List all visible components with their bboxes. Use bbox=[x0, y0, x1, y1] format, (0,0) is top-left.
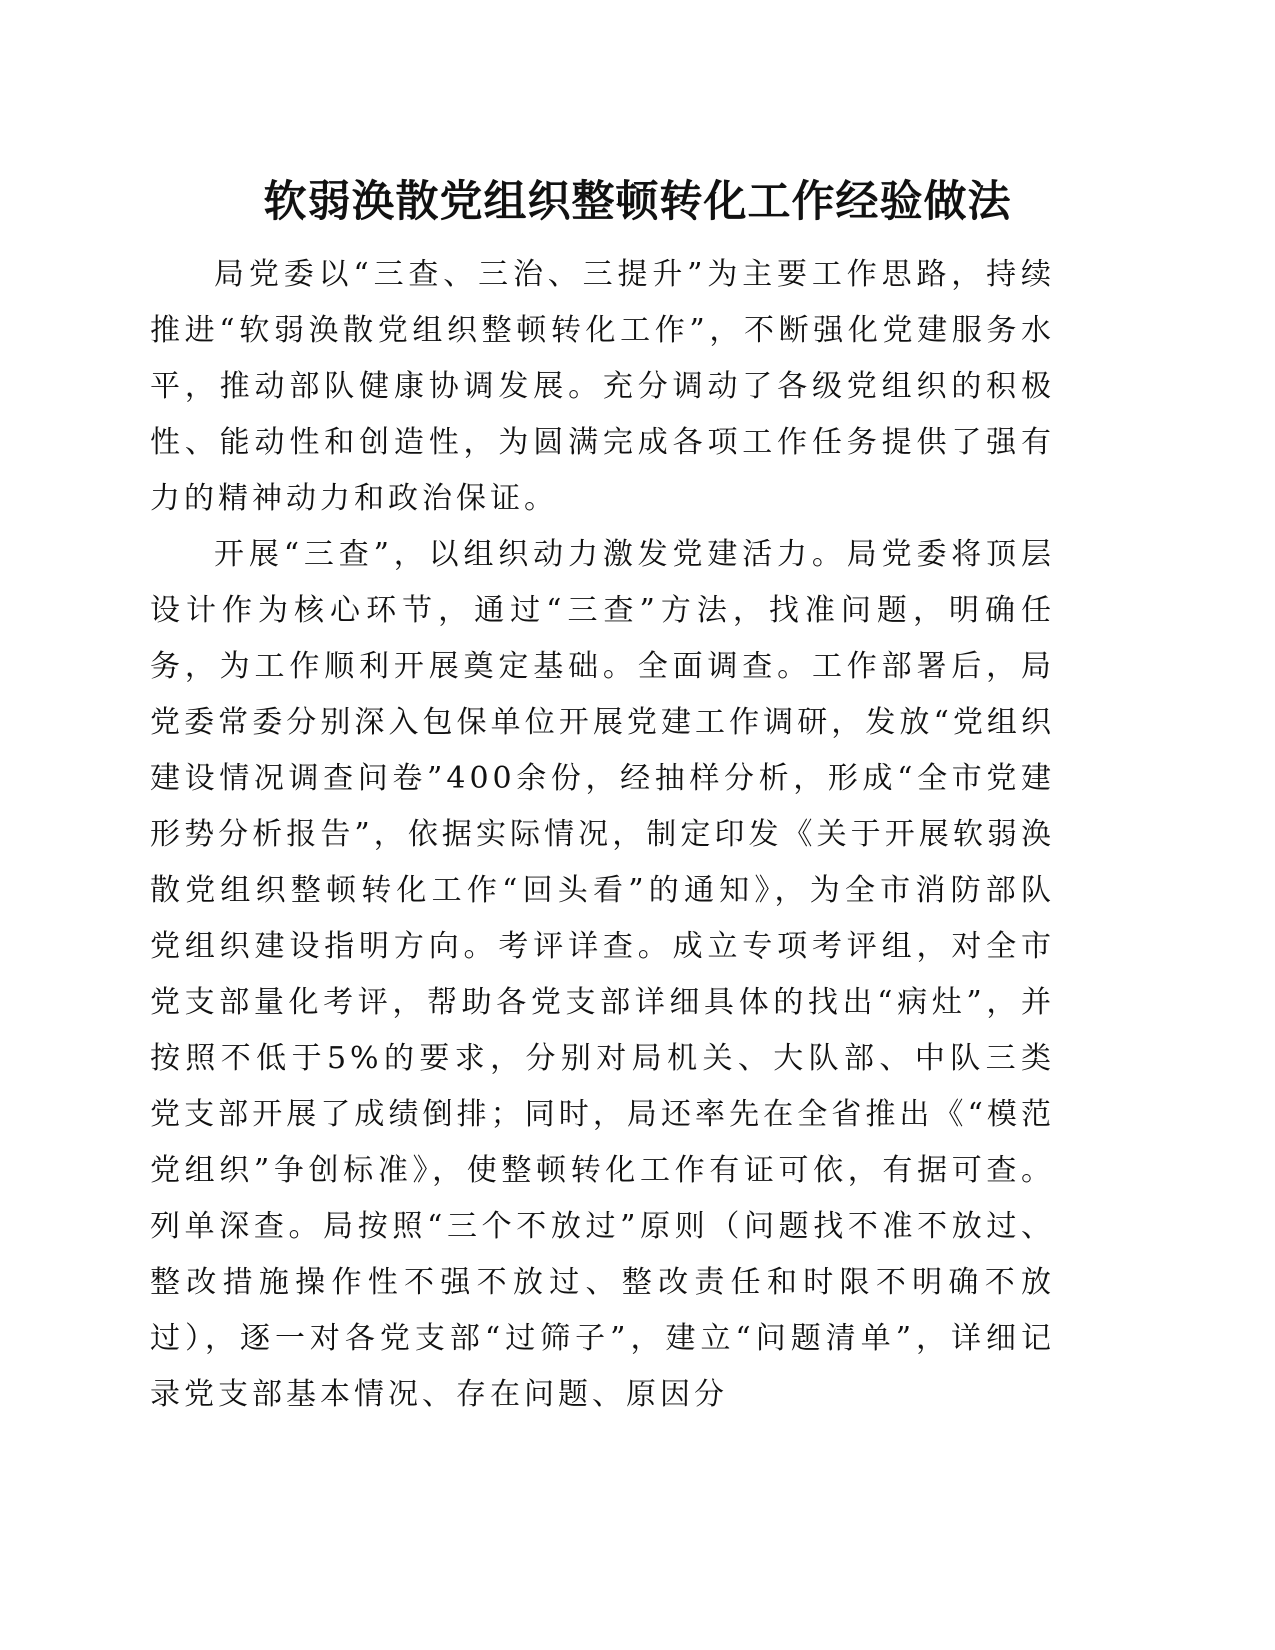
document-title: 软弱涣散党组织整顿转化工作经验做法 bbox=[263, 177, 1012, 227]
paragraph-three-checks: 开展“三查”，以组织动力激发党建活力。局党委将顶层设计作为核心环节，通过“三查”方法，找准问题，明确任务，为工作顺利开展奠定基础。全面调查。工作部署后，局党委常委分别深入包保单位开展党建工作调研，发放“党组织建设情况调查问卷”400余份，经抽样分析，形成“全市党建形势分析报告”，依据实际情况，制定印发《关于开展软弱涣散党组织整顿转化工作“回头看”的通知》，为全市消防部队党组织建设指明方向。考评详查。成立专项考评组，对全市党支部量化考评，帮助各党支部详细具体的找出“病灶”，并按照不低于5%的要求，分别对局机关、大队部、中队三类党支部开展了成绩倒排；同时，局还率先在全省推出《“模范党组织”争创标准》，使整顿转化工作有证可依，有据可查。列单深查。局按照“三个不放过”原则（问题找不准不放过、整改措施操作性不强不放过、整改责任和时限不明确不放过），逐一对各党支部“过筛子”，建立“问题清单”，详细记录党支部基本情况、存在问题、原因分 bbox=[150, 537, 1055, 1412]
paragraph-intro: 局党委以“三查、三治、三提升”为主要工作思路，持续推进“软弱涣散党组织整顿转化工作”，不断强化党建服务水平，推动部队健康协调发展。充分调动了各级党组织的积极性、能动性和创造性，为圆满完成各项工作任务提供了强有力的精神动力和政治保证。 bbox=[150, 257, 1055, 516]
